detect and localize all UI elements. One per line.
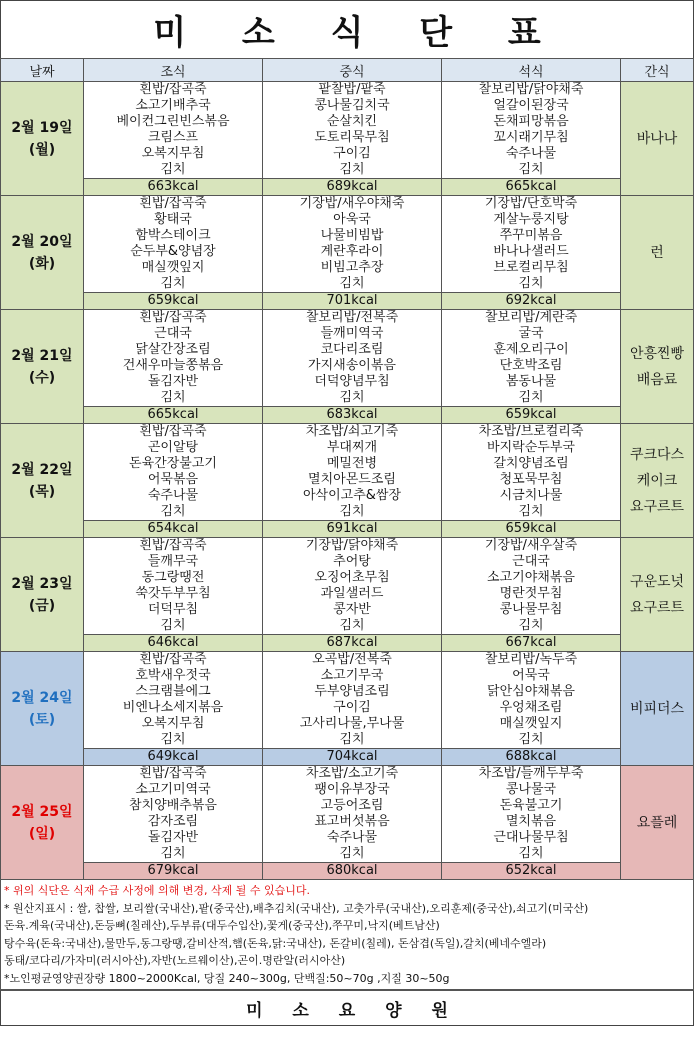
snack-item: 배음료 — [636, 371, 678, 388]
lunch-item: 숙주나물 — [326, 830, 378, 845]
dinner-item: 김치 — [518, 618, 544, 633]
header-lunch: 중식 — [263, 59, 442, 82]
dinner-item: 우엉채조림 — [499, 700, 563, 715]
dinner-item: 바지락순두부국 — [487, 440, 575, 455]
lunch-item: 차조밥/소고기죽 — [305, 766, 399, 781]
day-weekday: (화) — [28, 255, 56, 272]
breakfast-cell — [84, 538, 263, 635]
dinner-item: 단호박조림 — [499, 358, 563, 373]
dinner-item: 김치 — [518, 504, 544, 519]
snack-item: 바나나 — [636, 130, 678, 147]
snack-cell — [621, 652, 694, 766]
day-date: 2월 22일 — [11, 461, 73, 478]
dinner-item: 차조밥/브로컬리죽 — [478, 424, 584, 439]
dinner-cell — [442, 196, 621, 293]
breakfast-item: 흰밥/잡곡죽 — [139, 538, 207, 553]
breakfast-item: 김치 — [160, 618, 186, 633]
dinner-item: 매실깻잎지 — [499, 716, 563, 731]
dinner-item: 게살누룽지탕 — [493, 212, 569, 227]
day-date-cell — [1, 424, 84, 538]
notes-warning: * 위의 식단은 식재 수급 사정에 의해 변경, 삭제 될 수 있습니다. — [4, 884, 310, 897]
lunch-item: 구이김 — [333, 146, 371, 161]
notes-line: 동태/코다리/가자미(러시아산),자반(노르웨이산),곤이.명란알(러시아산) — [4, 954, 346, 967]
kcal-row — [1, 179, 694, 196]
breakfast-cell — [84, 310, 263, 407]
dinner-item: 찰보리밥/녹두죽 — [484, 652, 578, 667]
day-date-cell — [1, 310, 84, 424]
breakfast-item: 소고기미역국 — [135, 782, 211, 797]
dinner-item: 닭안심야채볶음 — [487, 684, 575, 699]
lunch-item: 들깨미역국 — [320, 326, 384, 341]
lunch-cell — [263, 82, 442, 179]
lunch-item: 김치 — [339, 846, 365, 861]
header-date: 날짜 — [1, 59, 84, 82]
dinner-item: 숙주나물 — [505, 146, 557, 161]
breakfast-item: 들깨무국 — [147, 554, 199, 569]
breakfast-item: 오복지무침 — [141, 716, 205, 731]
kcal-row — [1, 749, 694, 766]
snack-item: 구운도넛 — [629, 573, 685, 590]
dinner-item: 근대국 — [512, 554, 550, 569]
lunch-item: 가지새송이볶음 — [308, 358, 396, 373]
snack-item: 런 — [650, 244, 664, 261]
day-weekday: (금) — [28, 597, 56, 614]
snack-cell — [621, 196, 694, 310]
dinner-cell — [442, 766, 621, 863]
breakfast-item: 황태국 — [154, 212, 192, 227]
kcal-value: 687kcal — [263, 635, 442, 652]
lunch-cell — [263, 424, 442, 521]
day-row — [1, 310, 694, 407]
dinner-item: 찰보리밥/계란죽 — [484, 310, 578, 325]
dinner-item: 얼갈이된장국 — [493, 98, 569, 113]
lunch-item: 콩자반 — [333, 602, 371, 617]
kcal-row — [1, 407, 694, 424]
kcal-value: 688kcal — [442, 749, 621, 766]
kcal-value: 654kcal — [84, 521, 263, 538]
breakfast-item: 돌김자반 — [147, 830, 199, 845]
kcal-row — [1, 521, 694, 538]
day-row — [1, 652, 694, 749]
kcal-row — [1, 293, 694, 310]
breakfast-item: 김치 — [160, 846, 186, 861]
snack-item: 쿠크다스 — [629, 446, 685, 463]
breakfast-item: 흰밥/잡곡죽 — [139, 82, 207, 97]
day-date: 2월 21일 — [11, 347, 73, 364]
breakfast-item: 더덕무침 — [147, 602, 199, 617]
menu-body — [1, 82, 694, 880]
lunch-cell — [263, 538, 442, 635]
lunch-item: 콩나물김치국 — [314, 98, 390, 113]
breakfast-cell — [84, 424, 263, 521]
breakfast-item: 비엔나소세지볶음 — [122, 700, 224, 715]
breakfast-cell — [84, 652, 263, 749]
dinner-cell — [442, 310, 621, 407]
day-date-cell — [1, 196, 84, 310]
breakfast-item: 돈육간장불고기 — [129, 456, 217, 471]
lunch-item: 구이김 — [333, 700, 371, 715]
dinner-item: 콩나물국 — [505, 782, 557, 797]
lunch-item: 코다리조림 — [320, 342, 384, 357]
snack-cell — [621, 310, 694, 424]
lunch-item: 계란후라이 — [320, 244, 384, 259]
breakfast-item: 크림스프 — [147, 130, 199, 145]
kcal-value: 680kcal — [263, 863, 442, 880]
dinner-item: 브로컬리무침 — [493, 260, 569, 275]
day-weekday: (목) — [28, 483, 56, 500]
kcal-row — [1, 863, 694, 880]
day-weekday: (수) — [28, 369, 56, 386]
breakfast-item: 쑥갓두부무침 — [135, 586, 211, 601]
header-dinner: 석식 — [442, 59, 621, 82]
lunch-cell — [263, 766, 442, 863]
kcal-value: 691kcal — [263, 521, 442, 538]
kcal-value: 679kcal — [84, 863, 263, 880]
lunch-item: 과일샐러드 — [320, 586, 384, 601]
kcal-value: 659kcal — [442, 521, 621, 538]
kcal-value: 652kcal — [442, 863, 621, 880]
dinner-item: 어묵국 — [512, 668, 550, 683]
dinner-item: 소고기야채볶음 — [487, 570, 575, 585]
lunch-item: 아욱국 — [333, 212, 371, 227]
breakfast-item: 스크램블에그 — [135, 684, 211, 699]
footer-name: 미 소 요 양 원 — [0, 990, 694, 1026]
breakfast-item: 어묵볶음 — [147, 472, 199, 487]
lunch-item: 김치 — [339, 504, 365, 519]
dinner-item: 차조밥/들깨두부죽 — [478, 766, 584, 781]
kcal-value: 667kcal — [442, 635, 621, 652]
lunch-item: 순살치킨 — [326, 114, 378, 129]
kcal-value: 689kcal — [263, 179, 442, 196]
header-row — [1, 59, 694, 82]
breakfast-item: 곤이알탕 — [147, 440, 199, 455]
lunch-item: 오징어초무침 — [314, 570, 390, 585]
dinner-item: 근대나물무침 — [493, 830, 569, 845]
breakfast-item: 호박새우젓국 — [135, 668, 211, 683]
kcal-value: 683kcal — [263, 407, 442, 424]
lunch-item: 메밀전병 — [326, 456, 378, 471]
lunch-item: 김치 — [339, 276, 365, 291]
breakfast-item: 참치양배추볶음 — [129, 798, 217, 813]
lunch-item: 차조밥/쇠고기죽 — [305, 424, 399, 439]
kcal-value: 665kcal — [84, 407, 263, 424]
dinner-item: 기장밥/새우살죽 — [484, 538, 578, 553]
day-date-cell — [1, 538, 84, 652]
breakfast-item: 베이컨그린빈스볶음 — [116, 114, 230, 129]
dinner-item: 봄동나물 — [505, 374, 557, 389]
day-row — [1, 196, 694, 293]
dinner-item: 김치 — [518, 846, 544, 861]
lunch-item: 도토리묵무침 — [314, 130, 390, 145]
dinner-item: 김치 — [518, 390, 544, 405]
day-weekday: (토) — [28, 711, 56, 728]
dinner-item: 쭈꾸미볶음 — [499, 228, 563, 243]
header-snack: 간식 — [621, 59, 694, 82]
breakfast-item: 닭살간장조림 — [135, 342, 211, 357]
breakfast-item: 오복지무침 — [141, 146, 205, 161]
kcal-value: 659kcal — [84, 293, 263, 310]
kcal-value: 659kcal — [442, 407, 621, 424]
dinner-item: 청포묵무침 — [499, 472, 563, 487]
breakfast-item: 동그랑땡전 — [141, 570, 205, 585]
breakfast-item: 소고기배추국 — [135, 98, 211, 113]
dinner-item: 김치 — [518, 162, 544, 177]
dinner-item: 멸치볶음 — [505, 814, 557, 829]
breakfast-item: 김치 — [160, 504, 186, 519]
lunch-item: 비빔고추장 — [320, 260, 384, 275]
breakfast-item: 함박스테이크 — [135, 228, 211, 243]
lunch-item: 고등어조림 — [320, 798, 384, 813]
lunch-item: 두부양념조림 — [314, 684, 390, 699]
day-date-cell — [1, 82, 84, 196]
day-date: 2월 24일 — [11, 689, 73, 706]
snack-cell — [621, 82, 694, 196]
day-weekday: (월) — [28, 141, 56, 158]
kcal-value: 649kcal — [84, 749, 263, 766]
lunch-item: 추어탕 — [333, 554, 371, 569]
lunch-item: 기장밥/닭야채죽 — [305, 538, 399, 553]
breakfast-item: 숙주나물 — [147, 488, 199, 503]
breakfast-item: 매실깻잎지 — [141, 260, 205, 275]
breakfast-item: 흰밥/잡곡죽 — [139, 766, 207, 781]
dinner-item: 명란젓무침 — [499, 586, 563, 601]
lunch-item: 김치 — [339, 618, 365, 633]
snack-cell — [621, 424, 694, 538]
lunch-item: 김치 — [339, 390, 365, 405]
breakfast-item: 김치 — [160, 276, 186, 291]
breakfast-item: 감자조림 — [147, 814, 199, 829]
breakfast-item: 건새우마늘쫑볶음 — [122, 358, 224, 373]
dinner-cell — [442, 424, 621, 521]
kcal-value: 646kcal — [84, 635, 263, 652]
snack-item: 안흥찐빵 — [629, 345, 685, 362]
page-title: 미 소 식 단 표 — [0, 0, 694, 58]
breakfast-cell — [84, 82, 263, 179]
day-date: 2월 19일 — [11, 119, 73, 136]
snack-item: 요구르트 — [629, 599, 685, 616]
notes-line: *노인평균영양권장량 1800~2000Kcal, 당질 240~300g, 단백질:50~70g ,지질 30~50g — [4, 971, 450, 985]
dinner-item: 바나나샐러드 — [493, 244, 569, 259]
dinner-item: 꼬시래기무침 — [493, 130, 569, 145]
day-date-cell — [1, 652, 84, 766]
breakfast-item: 돌김자반 — [147, 374, 199, 389]
breakfast-cell — [84, 766, 263, 863]
kcal-value: 692kcal — [442, 293, 621, 310]
snack-cell — [621, 538, 694, 652]
day-date: 2월 20일 — [11, 233, 73, 250]
menu-table — [0, 58, 694, 880]
dinner-item: 돈채피망볶음 — [493, 114, 569, 129]
lunch-item: 찰보리밥/전복죽 — [305, 310, 399, 325]
breakfast-item: 순두부&양념장 — [130, 244, 216, 259]
breakfast-item: 흰밥/잡곡죽 — [139, 652, 207, 667]
day-row — [1, 766, 694, 863]
kcal-value: 704kcal — [263, 749, 442, 766]
notes-line: 탕수육(돈육:국내산),물만두,동그랑땡,갈비산적,햄(돈육,닭:국내산), 돈갈비(칠레), 돈삼겹(독일),갈치(베네수엘라) — [4, 936, 547, 950]
kcal-value: 663kcal — [84, 179, 263, 196]
day-date: 2월 23일 — [11, 575, 73, 592]
breakfast-item: 흰밥/잡곡죽 — [139, 424, 207, 439]
lunch-item: 기장밥/새우야채죽 — [299, 196, 405, 211]
lunch-item: 아삭이고추&쌈장 — [302, 488, 402, 503]
notes-line: * 원산지표시 : 쌀, 찹쌀, 보리쌀(국내산),팥(중국산),배추김치(국내산), 고춧가루(국내산),오리훈제(중국산),쇠고기(미국산) — [4, 901, 589, 915]
lunch-cell — [263, 652, 442, 749]
dinner-item: 김치 — [518, 276, 544, 291]
notes — [0, 880, 694, 990]
lunch-item: 팽이유부장국 — [314, 782, 390, 797]
dinner-cell — [442, 538, 621, 635]
header-breakfast: 조식 — [84, 59, 263, 82]
dinner-item: 굴국 — [518, 326, 544, 341]
breakfast-item: 김치 — [160, 390, 186, 405]
snack-item: 비피더스 — [629, 700, 685, 717]
lunch-item: 팥찰밥/팥죽 — [318, 82, 386, 97]
day-row — [1, 82, 694, 179]
breakfast-cell — [84, 196, 263, 293]
breakfast-item: 근대국 — [154, 326, 192, 341]
snack-cell — [621, 766, 694, 880]
snack-item: 케이크 — [636, 472, 678, 489]
snack-item: 요플레 — [636, 814, 678, 831]
lunch-item: 부대찌개 — [326, 440, 378, 455]
lunch-item: 김치 — [339, 162, 365, 177]
kcal-value: 665kcal — [442, 179, 621, 196]
lunch-item: 멸치아몬드조림 — [308, 472, 396, 487]
breakfast-item: 김치 — [160, 732, 186, 747]
dinner-item: 김치 — [518, 732, 544, 747]
dinner-item: 콩나물무침 — [499, 602, 563, 617]
lunch-item: 김치 — [339, 732, 365, 747]
lunch-item: 나물비빔밥 — [320, 228, 384, 243]
day-date: 2월 25일 — [11, 803, 73, 820]
lunch-item: 오곡밥/전복죽 — [312, 652, 392, 667]
lunch-cell — [263, 196, 442, 293]
day-row — [1, 424, 694, 521]
day-row — [1, 538, 694, 635]
breakfast-item: 흰밥/잡곡죽 — [139, 310, 207, 325]
snack-item: 요구르트 — [629, 498, 685, 515]
dinner-cell — [442, 82, 621, 179]
lunch-item: 더덕양념무침 — [314, 374, 390, 389]
dinner-item: 훈제오리구이 — [493, 342, 569, 357]
dinner-cell — [442, 652, 621, 749]
kcal-value: 701kcal — [263, 293, 442, 310]
dinner-item: 돈육불고기 — [499, 798, 563, 813]
lunch-item: 표고버섯볶음 — [314, 814, 390, 829]
dinner-item: 찰보리밥/닭야채죽 — [478, 82, 584, 97]
lunch-item: 고사리나물,무나물 — [299, 716, 405, 731]
breakfast-item: 김치 — [160, 162, 186, 177]
dinner-item: 갈치양념조림 — [493, 456, 569, 471]
breakfast-item: 흰밥/잡곡죽 — [139, 196, 207, 211]
lunch-item: 소고기무국 — [320, 668, 384, 683]
dinner-item: 시금치나물 — [499, 488, 563, 503]
dinner-item: 기장밥/단호박죽 — [484, 196, 578, 211]
notes-line: 돈육.계육(국내산),돈등뼈(칠레산),두부류(대두수입산),꽃게(중국산),쭈꾸미,낙지(베트남산) — [4, 919, 440, 932]
day-weekday: (일) — [28, 825, 56, 842]
day-date-cell — [1, 766, 84, 880]
lunch-cell — [263, 310, 442, 407]
kcal-row — [1, 635, 694, 652]
